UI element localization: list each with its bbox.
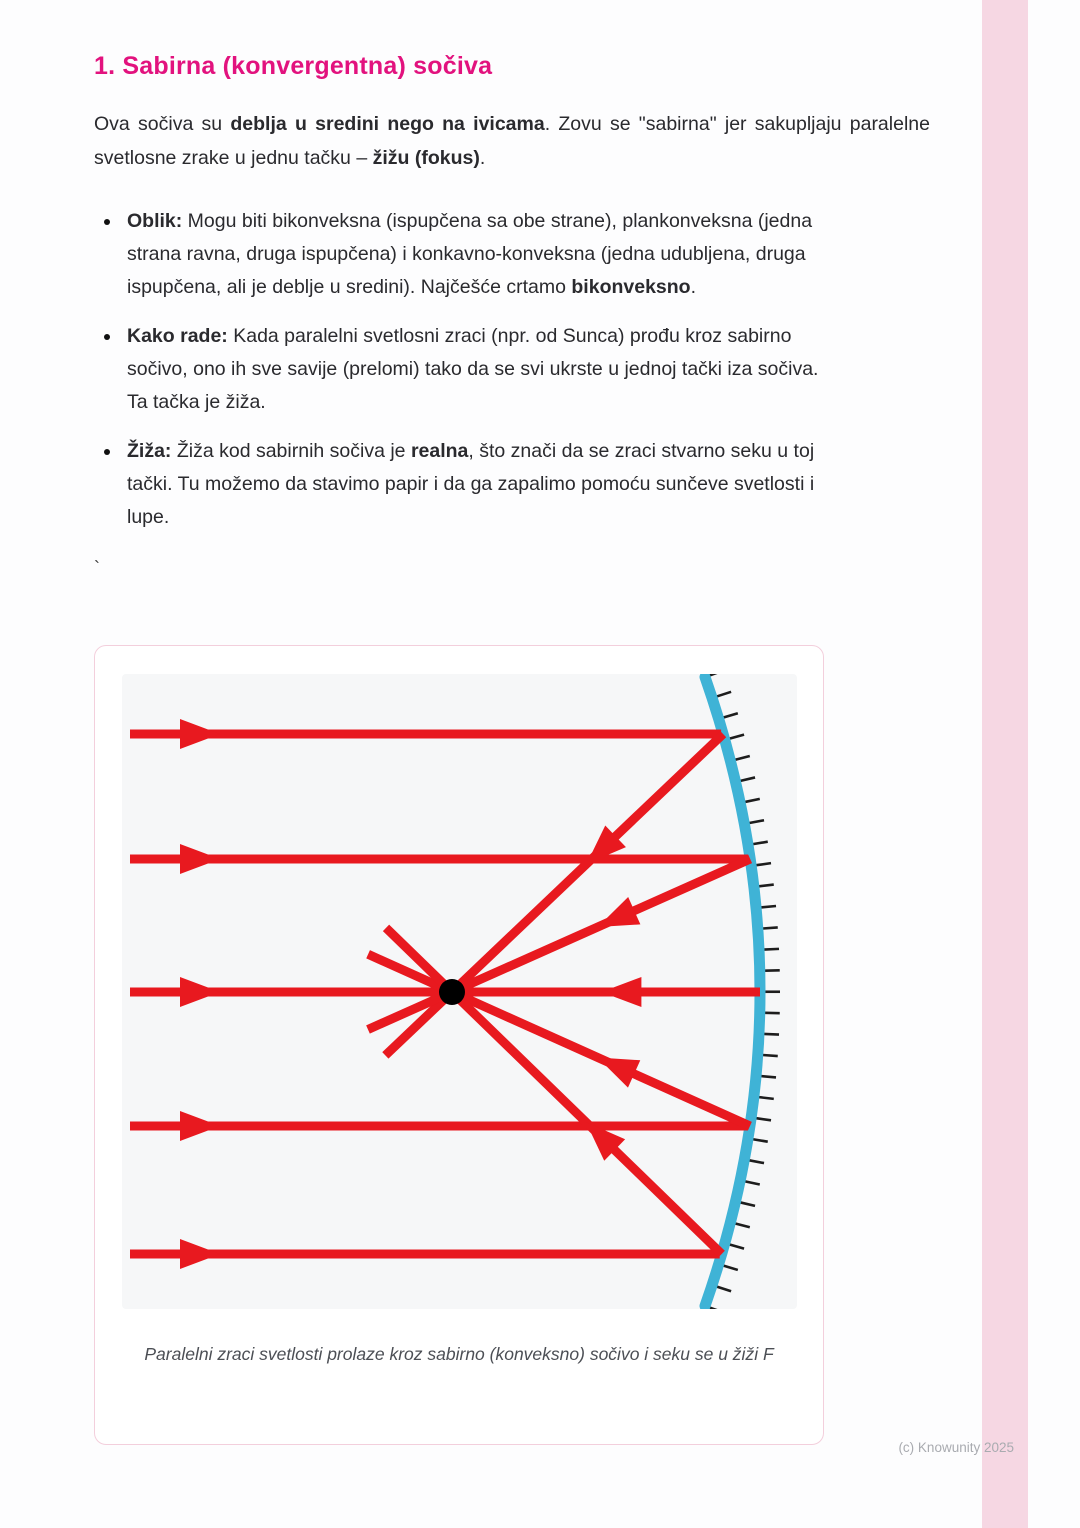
bullet-lead: Oblik:	[127, 210, 183, 232]
diagram-area	[122, 674, 797, 1309]
bullet-text-end: .	[690, 276, 697, 298]
bullet-text: Kada paralelni svetlosni zraci (npr. od Sunca) prođu kroz sabirno sočivo, ono ih sve savije (prelomi) tako da se svi ukrste u jednoj tački iza sočiva. Ta tačka je žiža.	[127, 325, 819, 413]
intro-text-2: . Zovu se "sabirna" jer sakupljaju paralelne svetlosne zrake u jednu tačku –	[94, 113, 930, 169]
list-item-kako-rade	[122, 320, 824, 419]
figure-card	[94, 645, 824, 1445]
intro-bold-1: deblja u sredini nego na ivicama	[230, 113, 545, 135]
intro-bold-2: žižu (fokus)	[372, 147, 480, 169]
list-item-oblik	[122, 205, 824, 304]
figure-caption: Paralelni zraci svetlosti prolaze kroz sabirno (konveksno) sočivo i seku se u žiži F	[144, 1344, 774, 1364]
bullet-bold: bikonveksno	[571, 276, 691, 298]
bullet-text: Mogu biti bikonveksna (ispupčena sa obe strane), plankonveksna (jedna strana ravna, druga ispupčena) i konkavno-konveksna (jedna udubljena, druga ispupčena, ali je deblje u sredini). Najčešće crtamo	[127, 210, 813, 298]
list-item-ziza	[122, 435, 824, 534]
page-title: 1. Sabirna (konvergentna) sočiva	[94, 52, 493, 80]
intro-text-3: .	[479, 147, 486, 169]
intro-text-1: Ova sočiva su	[94, 113, 231, 135]
intro-paragraph	[94, 107, 930, 175]
bullet-bold: realna	[410, 440, 469, 462]
stray-backtick: `	[94, 558, 100, 578]
bullet-lead: Kako rade:	[127, 325, 228, 347]
bullet-lead: Žiža:	[127, 440, 172, 462]
pink-side-stripe	[982, 0, 1028, 1528]
content-column	[94, 0, 930, 579]
bullet-text: Žiža kod sabirnih sočiva je	[171, 440, 411, 462]
copyright-footer: (c) Knowunity 2025	[898, 1440, 1014, 1455]
lens-diagram	[122, 674, 797, 1309]
bullet-list	[94, 205, 824, 534]
bullet-text-end: , što znači da se zraci stvarno seku u toj tački. Tu možemo da stavimo papir i da ga zapalimo pomoću sunčeve svetlosti i lupe.	[127, 440, 815, 528]
